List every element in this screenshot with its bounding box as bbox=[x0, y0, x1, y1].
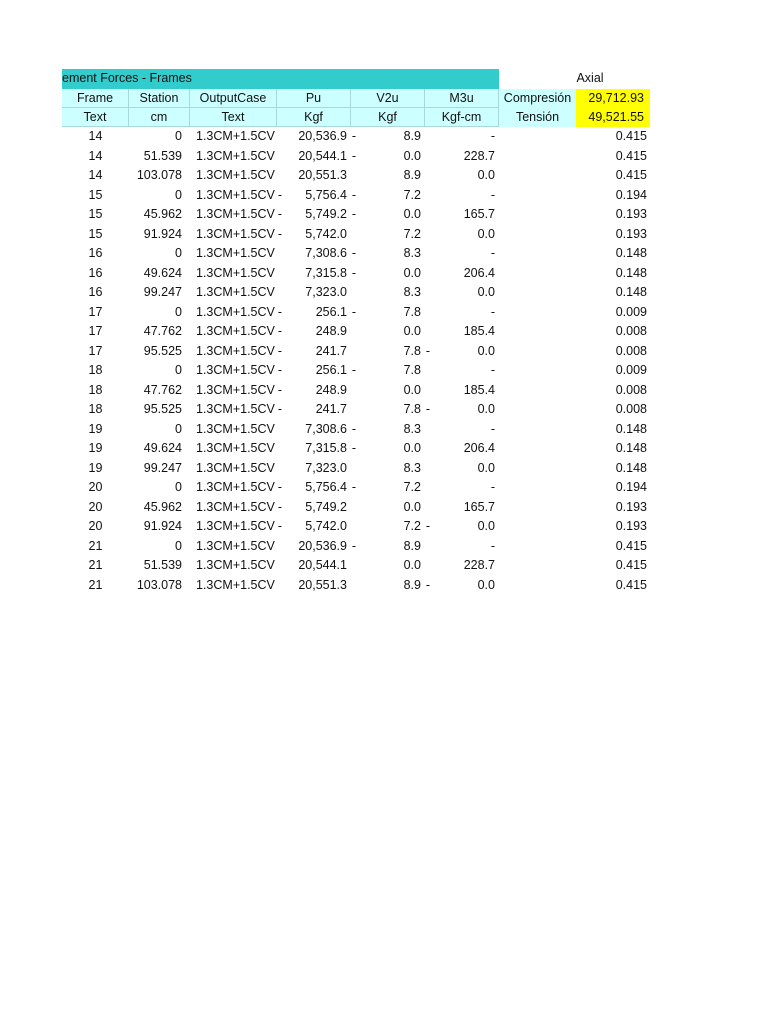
cell-v2u: 7.2 bbox=[403, 480, 421, 494]
cell-pu: 5,742.0 bbox=[305, 519, 347, 533]
cell-station: 91.924 bbox=[143, 226, 182, 241]
sign-marker bbox=[349, 342, 359, 361]
cell-m3u: 0.0 bbox=[477, 226, 495, 241]
sign-marker bbox=[275, 127, 285, 146]
sign-marker bbox=[349, 322, 359, 341]
sheet-title: ement Forces - Frames bbox=[62, 71, 192, 85]
sign-marker: - bbox=[277, 499, 283, 514]
sign-marker: - bbox=[277, 226, 283, 241]
sign-marker bbox=[423, 439, 433, 458]
cell-v2u: 0.0 bbox=[403, 207, 421, 221]
cell-case: 1.3CM+1.5CV bbox=[196, 304, 275, 319]
table-row bbox=[0, 420, 768, 439]
cell-axial: 0.415 bbox=[615, 577, 647, 592]
sign-marker: - bbox=[351, 207, 357, 221]
table-row bbox=[0, 186, 768, 205]
sign-marker: - bbox=[351, 148, 357, 163]
cell-v2u: 7.8 bbox=[403, 304, 421, 319]
cell-case: 1.3CM+1.5CV bbox=[196, 343, 275, 358]
sign-marker bbox=[423, 303, 433, 322]
cell-axial: 0.009 bbox=[615, 363, 647, 377]
cell-v2u: 8.3 bbox=[403, 285, 421, 299]
sign-marker bbox=[423, 283, 433, 302]
sign-marker: - bbox=[277, 343, 283, 358]
cell-v2u: 8.9 bbox=[403, 577, 421, 592]
sign-marker bbox=[349, 517, 359, 536]
sign-marker: - bbox=[277, 519, 283, 533]
cell-v2u: 0.0 bbox=[403, 441, 421, 455]
cell-station: 51.539 bbox=[143, 558, 182, 572]
cell-m3u: - bbox=[490, 187, 495, 202]
sign-marker bbox=[423, 420, 433, 439]
cell-case: 1.3CM+1.5CV bbox=[196, 207, 275, 221]
cell-frame: 14 bbox=[88, 168, 103, 182]
cell-pu: 256.1 bbox=[315, 363, 347, 377]
table-row bbox=[0, 205, 768, 224]
cell-m3u: 0.0 bbox=[477, 402, 495, 416]
cell-v2u: 0.0 bbox=[403, 324, 421, 338]
column-header-pu: Pu bbox=[277, 89, 351, 108]
cell-v2u: 8.3 bbox=[403, 421, 421, 436]
cell-pu: 20,544.1 bbox=[298, 148, 347, 163]
sign-marker bbox=[423, 498, 433, 517]
cell-frame: 18 bbox=[88, 402, 103, 416]
sign-marker bbox=[349, 166, 359, 185]
cell-m3u: 228.7 bbox=[463, 148, 495, 163]
sign-marker bbox=[423, 556, 433, 575]
cell-station: 95.525 bbox=[143, 343, 182, 358]
cell-axial: 0.009 bbox=[615, 304, 647, 319]
sign-marker: - bbox=[425, 519, 431, 533]
sign-marker bbox=[349, 381, 359, 400]
sign-marker bbox=[349, 576, 359, 595]
cell-frame: 17 bbox=[88, 343, 103, 358]
cell-axial: 0.148 bbox=[615, 441, 647, 455]
cell-frame: 19 bbox=[88, 441, 103, 455]
cell-axial: 0.193 bbox=[615, 207, 647, 221]
sign-marker: - bbox=[277, 480, 283, 494]
table-row bbox=[0, 264, 768, 283]
cell-axial: 0.194 bbox=[615, 480, 647, 494]
cell-v2u: 8.3 bbox=[403, 460, 421, 475]
summary-label: Tensión bbox=[499, 108, 576, 127]
cell-pu: 7,323.0 bbox=[305, 285, 347, 299]
column-header-m3u: M3u bbox=[425, 89, 499, 108]
cell-m3u: 0.0 bbox=[477, 577, 495, 592]
cell-m3u: - bbox=[490, 129, 495, 143]
cell-axial: 0.148 bbox=[615, 265, 647, 280]
cell-pu: 7,315.8 bbox=[305, 441, 347, 455]
sign-marker bbox=[275, 556, 285, 575]
cell-pu: 241.7 bbox=[315, 402, 347, 416]
table-row bbox=[0, 127, 768, 146]
cell-case: 1.3CM+1.5CV bbox=[196, 324, 275, 338]
cell-axial: 0.415 bbox=[615, 168, 647, 182]
sign-marker bbox=[423, 205, 433, 224]
cell-v2u: 7.8 bbox=[403, 343, 421, 358]
cell-case: 1.3CM+1.5CV bbox=[196, 129, 275, 143]
cell-station: 99.247 bbox=[143, 460, 182, 475]
cell-station: 51.539 bbox=[143, 148, 182, 163]
sign-marker: - bbox=[277, 402, 283, 416]
sign-marker bbox=[423, 264, 433, 283]
cell-pu: 5,742.0 bbox=[305, 226, 347, 241]
cell-station: 0 bbox=[175, 246, 182, 260]
cell-station: 0 bbox=[175, 538, 182, 553]
cell-axial: 0.415 bbox=[615, 538, 647, 553]
cell-case: 1.3CM+1.5CV bbox=[196, 519, 275, 533]
cell-station: 95.525 bbox=[143, 402, 182, 416]
sign-marker bbox=[275, 147, 285, 166]
cell-v2u: 8.9 bbox=[403, 129, 421, 143]
cell-pu: 5,756.4 bbox=[305, 480, 347, 494]
sign-marker bbox=[423, 147, 433, 166]
cell-station: 45.962 bbox=[143, 499, 182, 514]
sign-marker: - bbox=[277, 187, 283, 202]
sign-marker bbox=[349, 283, 359, 302]
cell-station: 0 bbox=[175, 363, 182, 377]
cell-m3u: 0.0 bbox=[477, 168, 495, 182]
cell-frame: 21 bbox=[88, 558, 103, 572]
cell-axial: 0.148 bbox=[615, 285, 647, 299]
axial-title: Axial bbox=[576, 71, 604, 85]
sign-marker bbox=[423, 244, 433, 263]
cell-m3u: 0.0 bbox=[477, 460, 495, 475]
cell-case: 1.3CM+1.5CV bbox=[196, 246, 275, 260]
column-header-frame: Frame bbox=[62, 89, 129, 108]
sign-marker: - bbox=[351, 441, 357, 455]
sign-marker bbox=[349, 498, 359, 517]
table-row bbox=[0, 225, 768, 244]
sign-marker bbox=[275, 244, 285, 263]
cell-m3u: 165.7 bbox=[463, 499, 495, 514]
cell-case: 1.3CM+1.5CV bbox=[196, 265, 275, 280]
table-row bbox=[0, 381, 768, 400]
cell-v2u: 7.2 bbox=[403, 519, 421, 533]
cell-m3u: - bbox=[490, 421, 495, 436]
table-row bbox=[0, 166, 768, 185]
table-row bbox=[0, 400, 768, 419]
table-row bbox=[0, 459, 768, 478]
cell-case: 1.3CM+1.5CV bbox=[196, 441, 275, 455]
sign-marker bbox=[423, 381, 433, 400]
cell-frame: 15 bbox=[88, 226, 103, 241]
cell-station: 45.962 bbox=[143, 207, 182, 221]
table-row bbox=[0, 576, 768, 595]
cell-pu: 248.9 bbox=[315, 324, 347, 338]
cell-station: 91.924 bbox=[143, 519, 182, 533]
cell-m3u: 228.7 bbox=[463, 558, 495, 572]
cell-pu: 20,551.3 bbox=[298, 168, 347, 182]
sign-marker: - bbox=[351, 421, 357, 436]
cell-frame: 19 bbox=[88, 460, 103, 475]
cell-m3u: - bbox=[490, 304, 495, 319]
cell-pu: 20,536.9 bbox=[298, 538, 347, 553]
cell-station: 0 bbox=[175, 129, 182, 143]
cell-frame: 16 bbox=[88, 285, 103, 299]
cell-axial: 0.193 bbox=[615, 226, 647, 241]
cell-case: 1.3CM+1.5CV bbox=[196, 285, 275, 299]
cell-station: 103.078 bbox=[136, 577, 182, 592]
cell-frame: 20 bbox=[88, 499, 103, 514]
summary-value: 49,521.55 bbox=[576, 108, 650, 127]
sign-marker bbox=[349, 225, 359, 244]
cell-v2u: 7.2 bbox=[403, 226, 421, 241]
cell-station: 47.762 bbox=[143, 382, 182, 397]
cell-station: 0 bbox=[175, 187, 182, 202]
cell-frame: 17 bbox=[88, 304, 103, 319]
cell-axial: 0.008 bbox=[615, 402, 647, 416]
cell-case: 1.3CM+1.5CV bbox=[196, 480, 275, 494]
cell-frame: 16 bbox=[88, 246, 103, 260]
cell-pu: 7,308.6 bbox=[305, 421, 347, 436]
table-row bbox=[0, 244, 768, 263]
cell-frame: 18 bbox=[88, 363, 103, 377]
cell-v2u: 7.8 bbox=[403, 402, 421, 416]
cell-m3u: 206.4 bbox=[463, 441, 495, 455]
cell-frame: 21 bbox=[88, 577, 103, 592]
column-unit-station: cm bbox=[129, 108, 190, 127]
sign-marker: - bbox=[277, 382, 283, 397]
cell-axial: 0.148 bbox=[615, 460, 647, 475]
cell-case: 1.3CM+1.5CV bbox=[196, 382, 275, 397]
cell-axial: 0.415 bbox=[615, 129, 647, 143]
sign-marker bbox=[349, 556, 359, 575]
sign-marker bbox=[423, 127, 433, 146]
sign-marker: - bbox=[351, 363, 357, 377]
cell-v2u: 0.0 bbox=[403, 499, 421, 514]
summary-label: Compresión bbox=[499, 89, 576, 108]
cell-station: 47.762 bbox=[143, 324, 182, 338]
cell-pu: 5,756.4 bbox=[305, 187, 347, 202]
cell-v2u: 7.2 bbox=[403, 187, 421, 202]
cell-frame: 21 bbox=[88, 538, 103, 553]
cell-m3u: 165.7 bbox=[463, 207, 495, 221]
sign-marker: - bbox=[351, 246, 357, 260]
sign-marker bbox=[349, 400, 359, 419]
cell-axial: 0.415 bbox=[615, 148, 647, 163]
cell-pu: 7,323.0 bbox=[305, 460, 347, 475]
sign-marker bbox=[275, 283, 285, 302]
cell-pu: 20,536.9 bbox=[298, 129, 347, 143]
sign-marker bbox=[275, 459, 285, 478]
table-row bbox=[0, 342, 768, 361]
sign-marker bbox=[275, 576, 285, 595]
cell-station: 49.624 bbox=[143, 441, 182, 455]
cell-case: 1.3CM+1.5CV bbox=[196, 363, 275, 377]
table-row bbox=[0, 283, 768, 302]
cell-pu: 241.7 bbox=[315, 343, 347, 358]
cell-v2u: 8.9 bbox=[403, 538, 421, 553]
sign-marker bbox=[349, 459, 359, 478]
cell-v2u: 0.0 bbox=[403, 265, 421, 280]
cell-v2u: 7.8 bbox=[403, 363, 421, 377]
sign-marker: - bbox=[351, 304, 357, 319]
cell-pu: 5,749.2 bbox=[305, 207, 347, 221]
cell-station: 49.624 bbox=[143, 265, 182, 280]
cell-case: 1.3CM+1.5CV bbox=[196, 168, 275, 182]
column-header-v2u: V2u bbox=[351, 89, 425, 108]
cell-pu: 20,551.3 bbox=[298, 577, 347, 592]
table-row bbox=[0, 556, 768, 575]
cell-m3u: 206.4 bbox=[463, 265, 495, 280]
cell-station: 0 bbox=[175, 421, 182, 436]
cell-station: 103.078 bbox=[136, 168, 182, 182]
sign-marker bbox=[423, 361, 433, 380]
sign-marker bbox=[275, 537, 285, 556]
cell-m3u: 185.4 bbox=[463, 324, 495, 338]
sign-marker: - bbox=[351, 480, 357, 494]
cell-m3u: - bbox=[490, 538, 495, 553]
cell-case: 1.3CM+1.5CV bbox=[196, 226, 275, 241]
summary-value: 29,712.93 bbox=[576, 89, 650, 108]
table-row bbox=[0, 147, 768, 166]
column-unit-frame: Text bbox=[62, 108, 129, 127]
cell-frame: 19 bbox=[88, 421, 103, 436]
column-unit-output-case: Text bbox=[190, 108, 277, 127]
sign-marker bbox=[423, 322, 433, 341]
cell-frame: 15 bbox=[88, 207, 103, 221]
cell-axial: 0.008 bbox=[615, 382, 647, 397]
cell-axial: 0.193 bbox=[615, 519, 647, 533]
sign-marker bbox=[423, 225, 433, 244]
table-row bbox=[0, 303, 768, 322]
cell-axial: 0.415 bbox=[615, 558, 647, 572]
cell-frame: 16 bbox=[88, 265, 103, 280]
cell-case: 1.3CM+1.5CV bbox=[196, 187, 275, 202]
cell-pu: 20,544.1 bbox=[298, 558, 347, 572]
cell-case: 1.3CM+1.5CV bbox=[196, 460, 275, 475]
cell-station: 0 bbox=[175, 304, 182, 319]
cell-m3u: 0.0 bbox=[477, 343, 495, 358]
sign-marker: - bbox=[277, 304, 283, 319]
cell-m3u: - bbox=[490, 246, 495, 260]
sign-marker: - bbox=[351, 265, 357, 280]
sign-marker: - bbox=[425, 577, 431, 592]
sign-marker bbox=[423, 459, 433, 478]
cell-v2u: 8.9 bbox=[403, 168, 421, 182]
table-row bbox=[0, 478, 768, 497]
cell-frame: 15 bbox=[88, 187, 103, 202]
cell-v2u: 0.0 bbox=[403, 382, 421, 397]
cell-pu: 256.1 bbox=[315, 304, 347, 319]
cell-case: 1.3CM+1.5CV bbox=[196, 538, 275, 553]
cell-station: 99.247 bbox=[143, 285, 182, 299]
table-row bbox=[0, 498, 768, 517]
column-unit-pu: Kgf bbox=[277, 108, 351, 127]
table-row bbox=[0, 537, 768, 556]
cell-case: 1.3CM+1.5CV bbox=[196, 499, 275, 514]
cell-frame: 18 bbox=[88, 382, 103, 397]
cell-v2u: 0.0 bbox=[403, 148, 421, 163]
sign-marker bbox=[275, 420, 285, 439]
cell-axial: 0.008 bbox=[615, 324, 647, 338]
column-header-station: Station bbox=[129, 89, 190, 108]
sign-marker: - bbox=[351, 187, 357, 202]
column-header-output-case: OutputCase bbox=[190, 89, 277, 108]
cell-v2u: 0.0 bbox=[403, 558, 421, 572]
cell-frame: 20 bbox=[88, 480, 103, 494]
cell-case: 1.3CM+1.5CV bbox=[196, 402, 275, 416]
cell-frame: 14 bbox=[88, 129, 103, 143]
cell-pu: 248.9 bbox=[315, 382, 347, 397]
cell-frame: 20 bbox=[88, 519, 103, 533]
cell-pu: 5,749.2 bbox=[305, 499, 347, 514]
cell-station: 0 bbox=[175, 480, 182, 494]
sign-marker bbox=[423, 166, 433, 185]
sign-marker: - bbox=[277, 324, 283, 338]
table-row bbox=[0, 361, 768, 380]
cell-axial: 0.008 bbox=[615, 343, 647, 358]
cell-m3u: 185.4 bbox=[463, 382, 495, 397]
table-row bbox=[0, 517, 768, 536]
table-row bbox=[0, 322, 768, 341]
cell-axial: 0.193 bbox=[615, 499, 647, 514]
cell-pu: 7,315.8 bbox=[305, 265, 347, 280]
cell-frame: 17 bbox=[88, 324, 103, 338]
cell-pu: 7,308.6 bbox=[305, 246, 347, 260]
sign-marker bbox=[275, 264, 285, 283]
cell-axial: 0.194 bbox=[615, 187, 647, 202]
sign-marker: - bbox=[277, 207, 283, 221]
cell-case: 1.3CM+1.5CV bbox=[196, 421, 275, 436]
cell-frame: 14 bbox=[88, 148, 103, 163]
cell-case: 1.3CM+1.5CV bbox=[196, 577, 275, 592]
table-row bbox=[0, 439, 768, 458]
title-band bbox=[62, 69, 499, 89]
sign-marker bbox=[423, 478, 433, 497]
sign-marker: - bbox=[277, 363, 283, 377]
sign-marker: - bbox=[425, 343, 431, 358]
cell-m3u: - bbox=[490, 480, 495, 494]
cell-axial: 0.148 bbox=[615, 421, 647, 436]
sign-marker: - bbox=[351, 129, 357, 143]
column-unit-m3u: Kgf-cm bbox=[425, 108, 499, 127]
sign-marker bbox=[275, 439, 285, 458]
cell-m3u: 0.0 bbox=[477, 519, 495, 533]
cell-v2u: 8.3 bbox=[403, 246, 421, 260]
sign-marker: - bbox=[351, 538, 357, 553]
sign-marker: - bbox=[425, 402, 431, 416]
cell-case: 1.3CM+1.5CV bbox=[196, 148, 275, 163]
cell-m3u: 0.0 bbox=[477, 285, 495, 299]
sign-marker bbox=[423, 537, 433, 556]
cell-case: 1.3CM+1.5CV bbox=[196, 558, 275, 572]
column-unit-v2u: Kgf bbox=[351, 108, 425, 127]
cell-axial: 0.148 bbox=[615, 246, 647, 260]
sign-marker bbox=[275, 166, 285, 185]
cell-m3u: - bbox=[490, 363, 495, 377]
sign-marker bbox=[423, 186, 433, 205]
